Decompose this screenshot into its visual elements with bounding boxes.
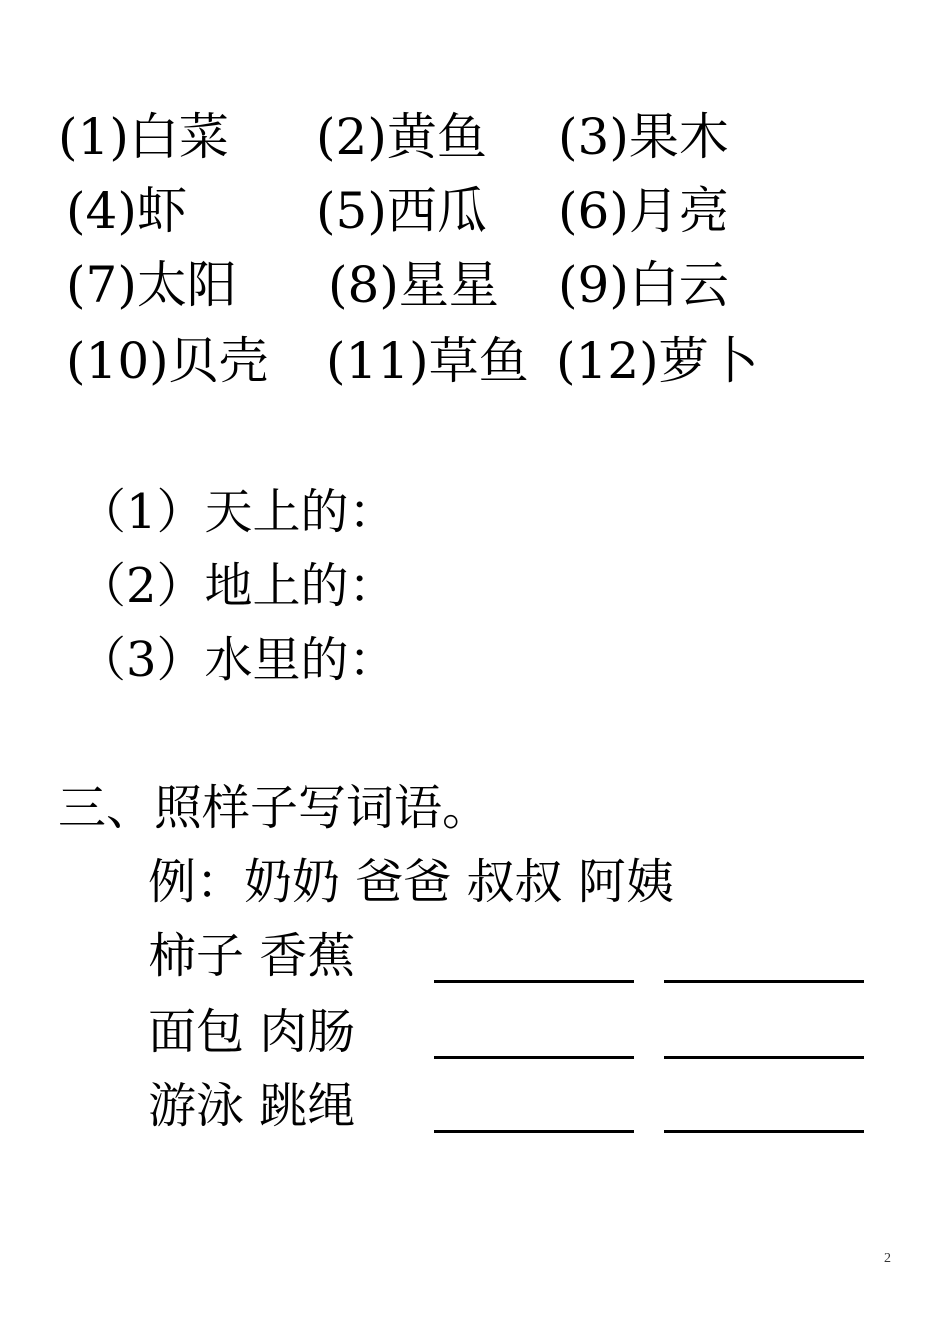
word-item-10 xyxy=(66,332,269,390)
item-number: (11) xyxy=(326,332,429,390)
word-item-8 xyxy=(328,256,499,314)
item-number: (4) xyxy=(66,182,137,240)
question-label: 天上的： xyxy=(204,484,397,540)
word-item-6 xyxy=(558,182,729,240)
item-word: 果木 xyxy=(628,108,729,166)
word-item-9 xyxy=(558,256,729,314)
given-word: 肉肠 xyxy=(259,1004,356,1060)
word-item-3 xyxy=(558,108,729,166)
example-word: 爸爸 xyxy=(355,854,452,910)
given-words xyxy=(148,1004,356,1060)
classify-question-1 xyxy=(78,484,397,540)
item-number: (5) xyxy=(316,182,387,240)
item-number: (12) xyxy=(556,332,659,390)
given-words xyxy=(148,928,356,984)
item-number: (2) xyxy=(316,108,387,166)
item-word: 萝卜 xyxy=(658,332,759,390)
word-item-5 xyxy=(316,182,487,240)
answer-blank[interactable] xyxy=(664,1130,864,1133)
example-label: 例： xyxy=(148,854,245,910)
word-item-4 xyxy=(66,182,187,240)
item-word: 西瓜 xyxy=(386,182,487,240)
given-word: 跳绳 xyxy=(259,1078,356,1134)
example-word: 奶奶 xyxy=(244,854,341,910)
word-item-11 xyxy=(326,332,529,390)
answer-blank[interactable] xyxy=(664,1056,864,1059)
item-word: 月亮 xyxy=(628,182,729,240)
word-item-7 xyxy=(66,256,237,314)
given-words xyxy=(148,1078,356,1134)
item-word: 太阳 xyxy=(136,256,237,314)
question-number: （3） xyxy=(78,632,205,688)
classify-question-3 xyxy=(78,632,397,688)
given-word: 香蕉 xyxy=(259,928,356,984)
page-number: 2 xyxy=(884,1251,891,1266)
item-number: (1) xyxy=(58,108,129,166)
item-number: (8) xyxy=(328,256,399,314)
item-word: 星星 xyxy=(398,256,499,314)
question-number: （1） xyxy=(78,484,205,540)
item-number: (10) xyxy=(66,332,169,390)
item-word: 白云 xyxy=(628,256,729,314)
item-word: 草鱼 xyxy=(428,332,529,390)
item-number: (6) xyxy=(558,182,629,240)
item-word: 贝壳 xyxy=(168,332,269,390)
classify-question-2 xyxy=(78,558,397,614)
item-word: 白菜 xyxy=(128,108,229,166)
section-title: 三、照样子写词语。 xyxy=(58,780,491,836)
item-number: (9) xyxy=(558,256,629,314)
example-row xyxy=(148,854,674,910)
answer-blank[interactable] xyxy=(664,980,864,983)
item-word: 虾 xyxy=(136,182,187,240)
given-word: 面包 xyxy=(148,1004,245,1060)
answer-blank[interactable] xyxy=(434,980,634,983)
question-number: （2） xyxy=(78,558,205,614)
item-number: (7) xyxy=(66,256,137,314)
word-item-1 xyxy=(58,108,229,166)
word-item-12 xyxy=(556,332,759,390)
example-word: 阿姨 xyxy=(577,854,674,910)
given-word: 柿子 xyxy=(148,928,245,984)
item-word: 黄鱼 xyxy=(386,108,487,166)
answer-blank[interactable] xyxy=(434,1056,634,1059)
question-label: 水里的： xyxy=(204,632,397,688)
question-label: 地上的： xyxy=(204,558,397,614)
given-word: 游泳 xyxy=(148,1078,245,1134)
item-number: (3) xyxy=(558,108,629,166)
example-word: 叔叔 xyxy=(466,854,563,910)
answer-blank[interactable] xyxy=(434,1130,634,1133)
word-item-2 xyxy=(316,108,487,166)
